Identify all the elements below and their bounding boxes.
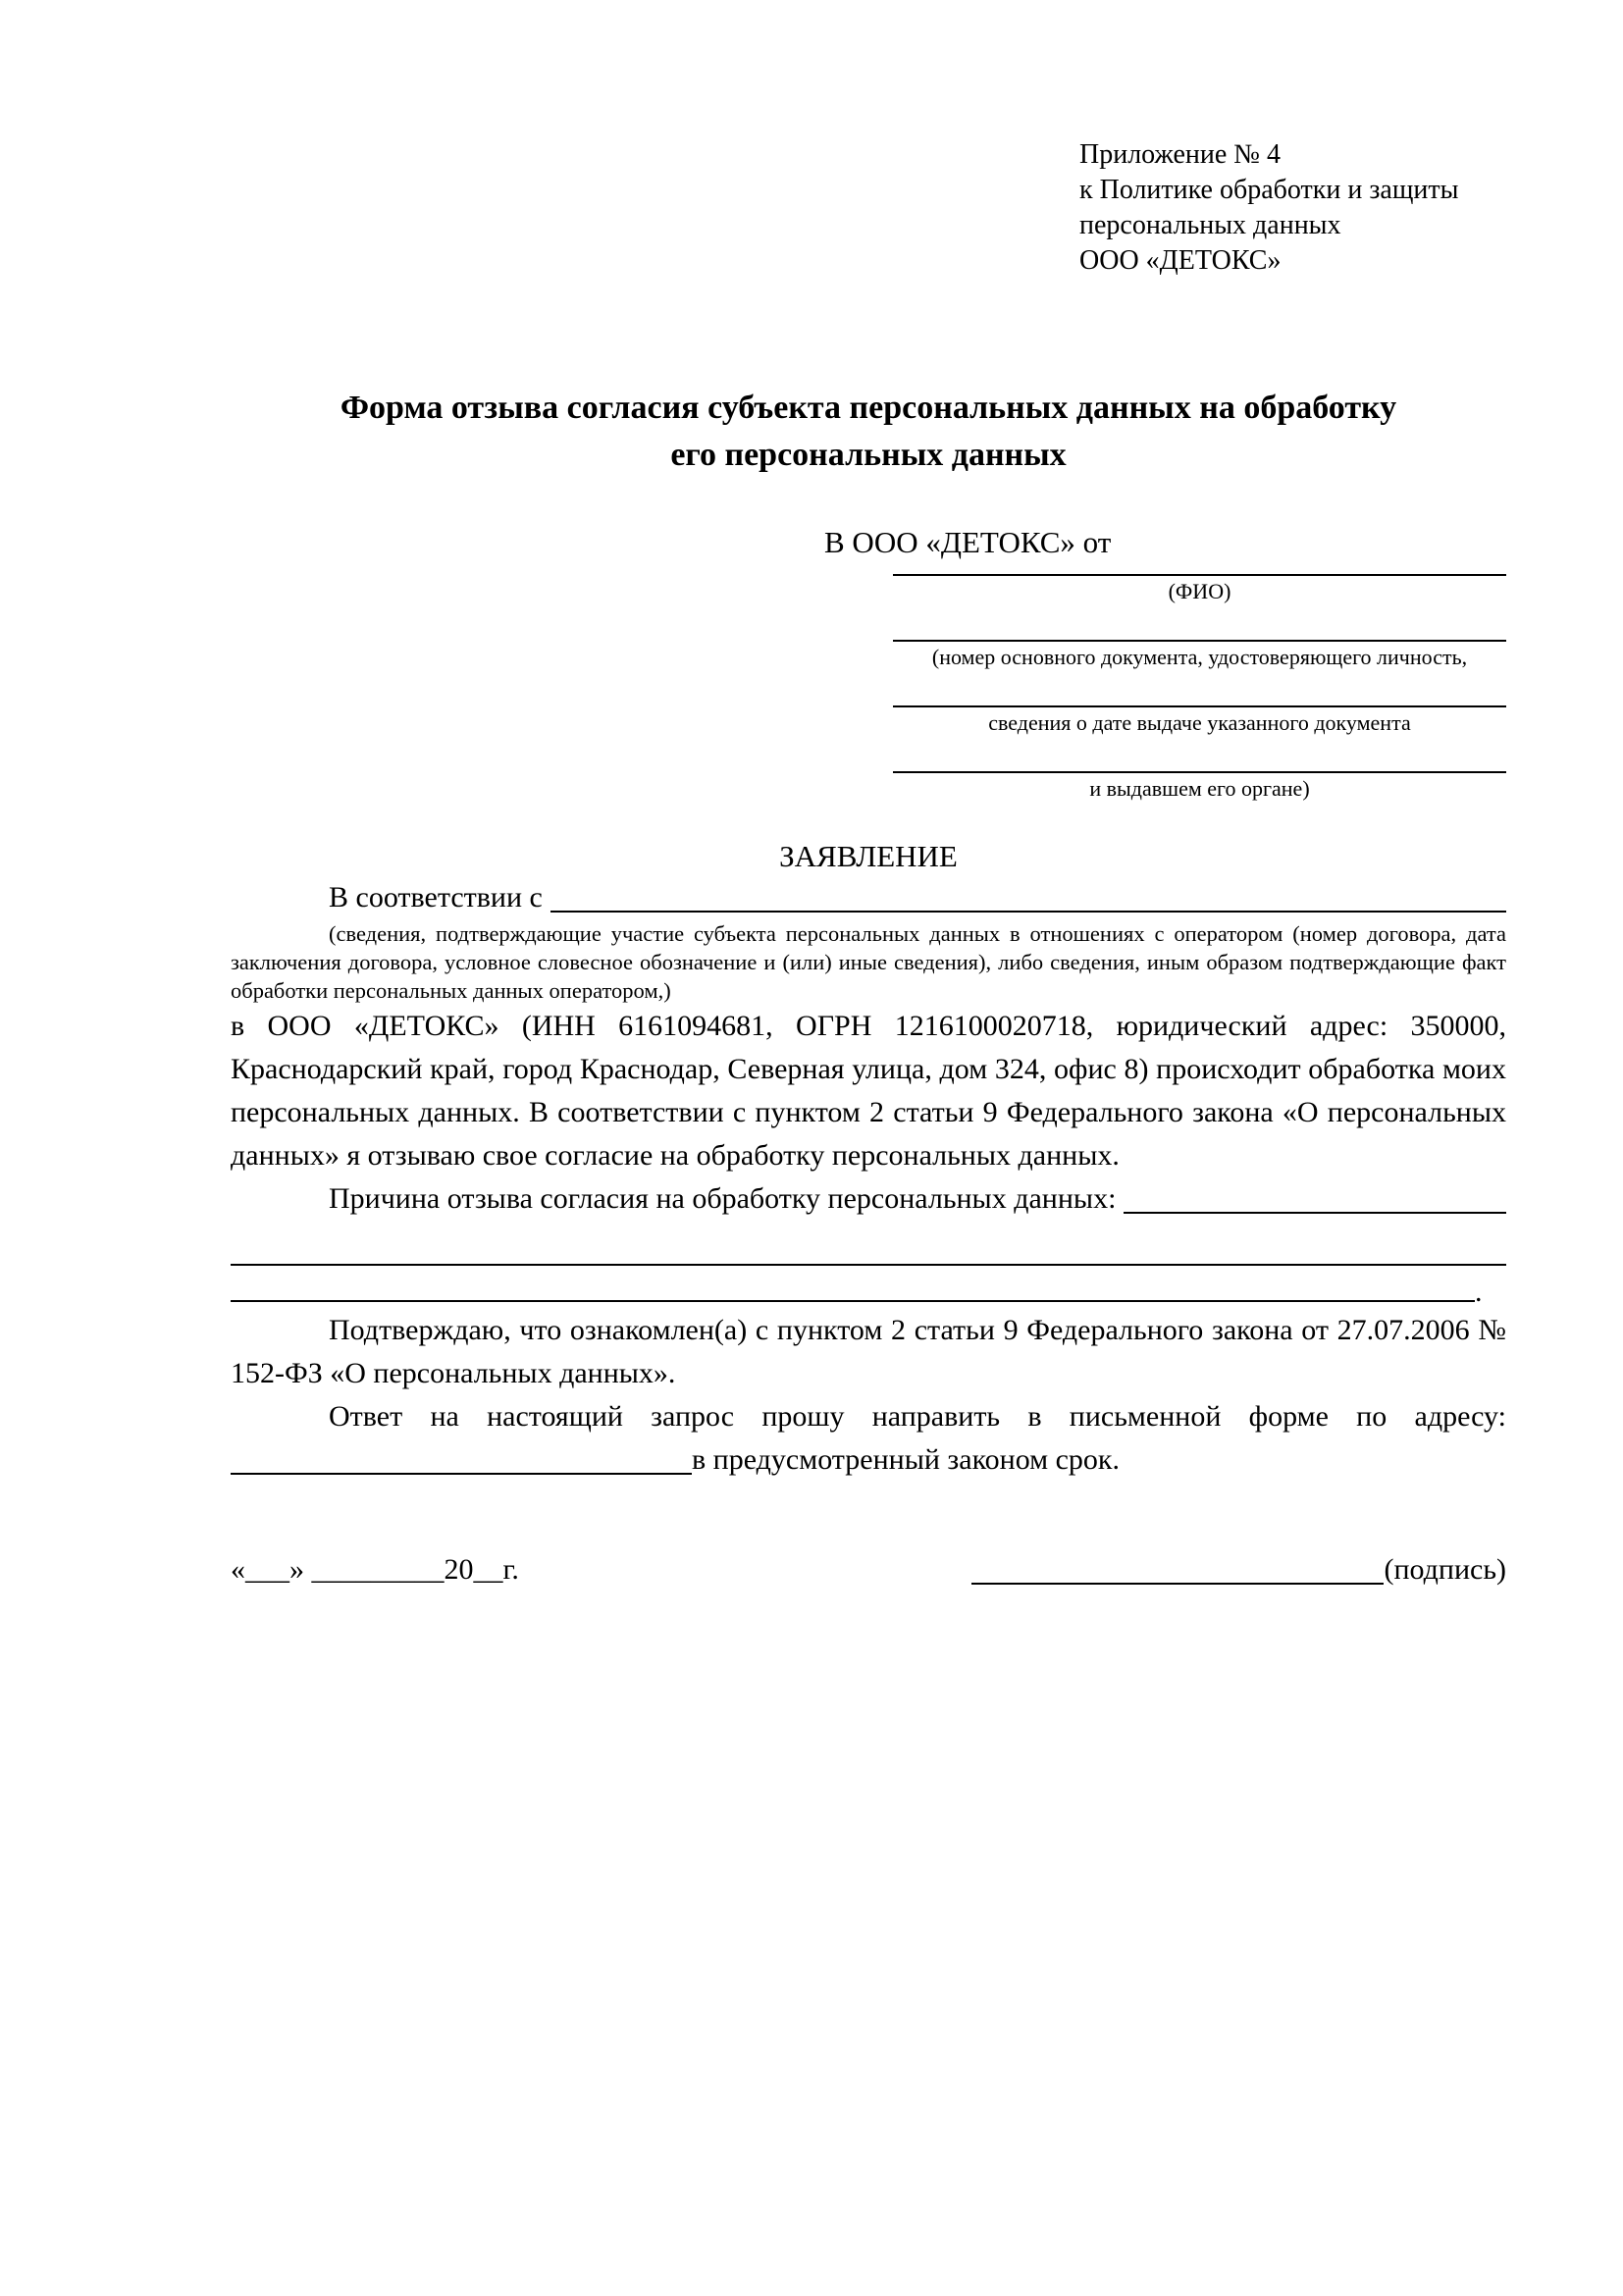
date-blank: «___» _________20__г. [231,1553,519,1586]
address-blank-line [231,1473,692,1475]
accordance-prefix: В соответствии с [329,881,543,913]
reason-row [231,1177,1506,1221]
reason-blank-line-3 [231,1266,1506,1309]
document-title [231,385,1506,479]
reason-blank-line [1124,1212,1506,1214]
signature-caption: (подпись) [1384,1553,1506,1586]
response-request-paragraph: Ответ на настоящий запрос прошу направить в письменной форме по адресу: [329,1400,1506,1433]
statement-heading: ЗАЯВЛЕНИЕ [779,839,958,873]
appendix-note-line: ООО «ДЕТОКС» [1079,245,1282,276]
body-paragraph: в ООО «ДЕТОКС» (ИНН 6161094681, ОГРН 1216100020718, юридический адрес: 350000, Краснодарский край, город Краснодар, Северная улица, дом 324, офис 8) происходит обработка моих персональных данных. В соответствии с пунктом 2 статьи 9 Федерального закона «О персональных данных» я отзываю свое согласие на обработку персональных данных. [231,1010,1506,1172]
reason-blank-line-2 [231,1221,1506,1266]
fio-field-caption: (ФИО) [1168,579,1231,603]
fio-blank-field [893,574,1506,604]
appendix-note-line: персональных данных [1079,210,1341,240]
document-number-field-caption: (номер основного документа, удостоверяющего личность, [931,645,1468,669]
document-title-line2: его персональных данных [670,437,1067,473]
accordance-blank-line [550,911,1506,913]
reason-blank-line-3-rule [231,1300,1475,1302]
document-number-blank-field [893,640,1506,670]
accordance-row [231,876,1506,919]
footer-row [231,1548,1506,1592]
document-title-line1: Форма отзыва согласия субъекта персональных данных на обработку [340,390,1397,426]
small-print-note: (сведения, подтверждающие участие субъекта персональных данных в отношениях с оператором (номер договора, дата заключения договора, условное словесное обозначение и (или) иные сведения), либо сведения, иным образом подтверждающие факт обработки персональных данных оператором,) [231,921,1506,1003]
addressee-fields [893,574,1506,802]
issue-date-blank-field [893,705,1506,736]
addressee-line: В ООО «ДЕТОКС» от [824,525,1112,559]
confirmation-paragraph: Подтверждаю, что ознакомлен(а) с пунктом 2 статьи 9 Федерального закона от 27.07.2006 № 152-ФЗ «О персональных данных». [231,1314,1506,1389]
appendix-note [1079,137,1506,279]
issue-date-field-caption: сведения о дате выдаче указанного документа [988,710,1411,735]
reason-period: . [1475,1276,1483,1308]
response-address-row [231,1438,1506,1482]
issuing-authority-field-caption: и выдавшем его органе) [1089,776,1310,801]
appendix-note-line: Приложение № 4 [1079,139,1281,170]
signature-group [971,1548,1506,1592]
reason-prefix: Причина отзыва согласия на обработку персональных данных: [329,1182,1117,1215]
signature-blank-line [971,1583,1384,1585]
response-suffix: в предусмотренный законом срок. [692,1443,1120,1476]
appendix-note-line: к Политике обработки и защиты [1079,175,1459,205]
issuing-authority-blank-field [893,771,1506,802]
